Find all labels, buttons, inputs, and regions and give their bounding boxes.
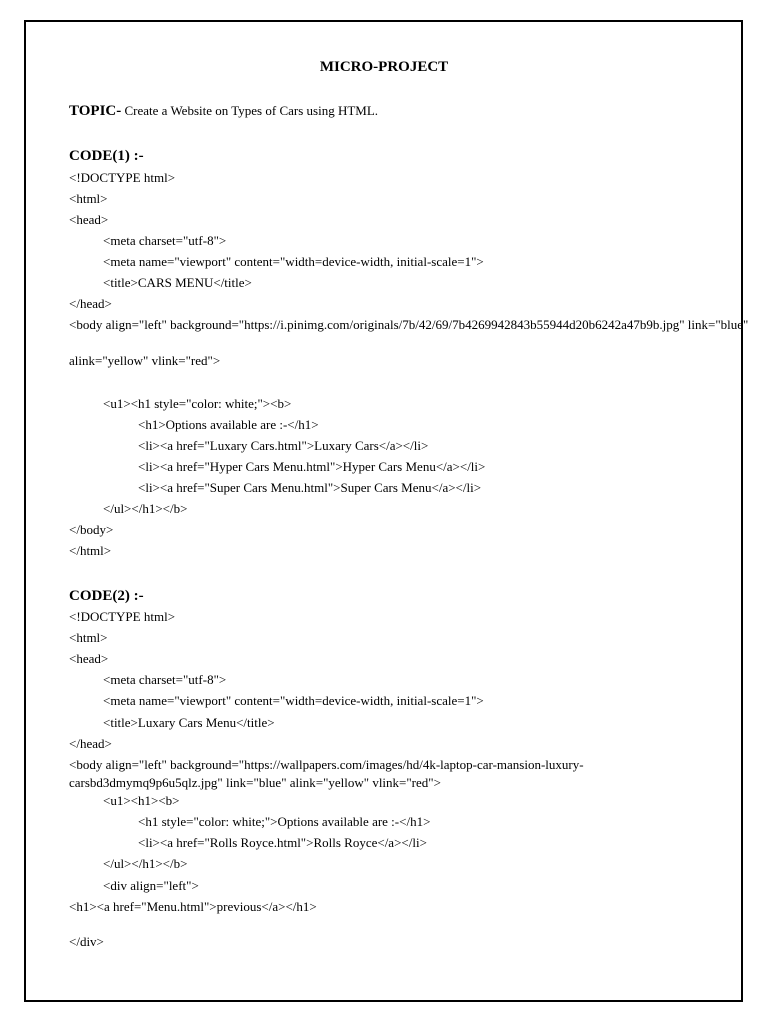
code-line: <!DOCTYPE html> bbox=[69, 170, 176, 185]
code-line: <div align="left"> bbox=[103, 878, 199, 893]
code-line: <meta charset="utf-8"> bbox=[103, 233, 227, 248]
code-line: </head> bbox=[69, 736, 112, 751]
code-line: alink="yellow" vlink="red"> bbox=[69, 353, 221, 368]
code-line: <head> bbox=[69, 212, 109, 227]
topic-line bbox=[69, 103, 378, 120]
code-line: </body> bbox=[69, 522, 114, 537]
topic-label: TOPIC- bbox=[69, 103, 122, 119]
code-line: <meta name="viewport" content="width=device-width, initial-scale=1"> bbox=[103, 254, 484, 269]
code1-heading: CODE(1) :- bbox=[69, 148, 144, 164]
code-line: <u1><h1 style="color: white;"><b> bbox=[103, 396, 292, 411]
code-line: <li><a href="Rolls Royce.html">Rolls Royce</a></li> bbox=[138, 835, 427, 850]
code-line: <meta charset="utf-8"> bbox=[103, 672, 227, 687]
code-line: <u1><h1><b> bbox=[103, 793, 180, 808]
topic-text: Create a Website on Types of Cars using HTML. bbox=[121, 103, 379, 118]
code-line: <title>Luxary Cars Menu</title> bbox=[103, 715, 275, 730]
code-line: </div> bbox=[69, 934, 104, 949]
document-title: MICRO-PROJECT bbox=[319, 59, 449, 75]
code-line: <h1 style="color: white;">Options available are :-</h1> bbox=[138, 814, 431, 829]
code-line: <h1>Options available are :-</h1> bbox=[138, 417, 319, 432]
code-line: </html> bbox=[69, 543, 112, 558]
code-line: <li><a href="Luxary Cars.html">Luxary Cars</a></li> bbox=[138, 438, 429, 453]
code-line: <!DOCTYPE html> bbox=[69, 609, 176, 624]
code-line: <head> bbox=[69, 651, 109, 666]
code-line: <title>CARS MENU</title> bbox=[103, 275, 252, 290]
code-line: <li><a href="Super Cars Menu.html">Super Cars Menu</a></li> bbox=[138, 480, 482, 495]
code2-heading: CODE(2) :- bbox=[69, 588, 144, 604]
code-line: <html> bbox=[69, 191, 108, 206]
code-line: </ul></h1></b> bbox=[103, 501, 188, 516]
code-line: <li><a href="Hyper Cars Menu.html">Hyper Cars Menu</a></li> bbox=[138, 459, 486, 474]
code-line: <body align="left" background="https://wallpapers.com/images/hd/4k-laptop-car-mansion-luxury-carsbd3dmymq9p6u5qlz.jpg" link="blue" alink="yellow" vlink="red"> bbox=[69, 757, 584, 790]
code-line: </head> bbox=[69, 296, 112, 311]
code-line: </ul></h1></b> bbox=[103, 856, 188, 871]
code-line: <meta name="viewport" content="width=device-width, initial-scale=1"> bbox=[103, 693, 484, 708]
code-line: <h1><a href="Menu.html">previous</a></h1> bbox=[69, 899, 317, 914]
code-line: <body align="left" background="https://i.pinimg.com/originals/7b/42/69/7b4269942843b55944d20b6242a47b9b.jpg" link="blue" bbox=[69, 317, 749, 332]
code-line: <html> bbox=[69, 630, 108, 645]
